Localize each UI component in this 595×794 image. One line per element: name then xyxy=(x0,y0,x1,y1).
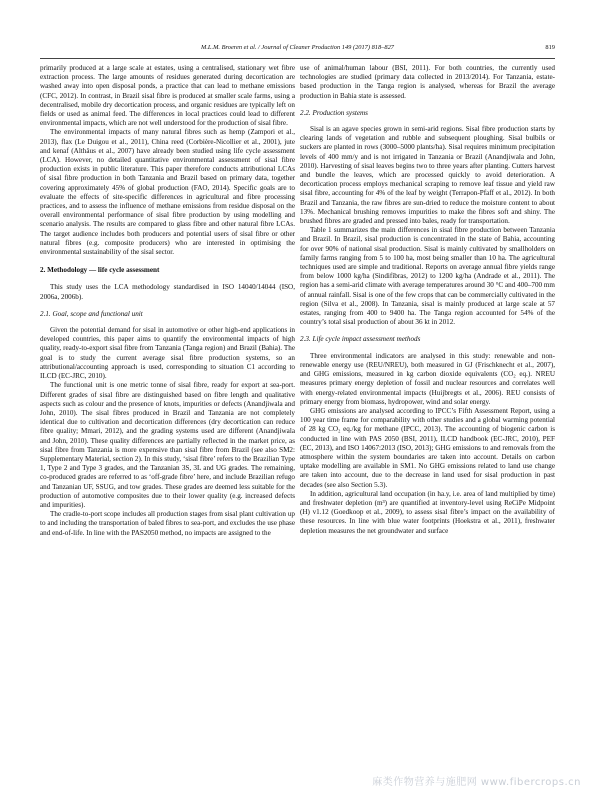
subsection-heading: 2.2. Production systems xyxy=(300,108,368,117)
paragraph: The environmental impacts of many natural fibres such as hemp (Zampori et al., 2013), flax (Le Duigou et al., 2011), China reed (Corbière-Nicollier et al., 2001), jute and kenaf (Althäus et al., 2007) have already been studied using life cycle assessment (LCA). However, no detailed quantitative environmental assessment of sisal fibre production exists in public literature. This paper therefore conducts attributional LCAs of sisal fibre production in both Tanzania and Brazil based on primary data, together covering approximately 45% of global production (FAO, 2014). Specific goals are to evaluate the effects of site-specific differences in agricultural and fibre processing practices, and to assess the influence of methane emissions from residue disposal on the overall environmental performance of sisal fibre production by using modelling and scenario analysis. The results are compared to glass fibre and other natural fibre LCAs. The target audience includes both producers and potential users of sisal fibre or other natural fibres (e.g. composite producers) who are interested in optimising the environmental sustainability of the sisal sector. xyxy=(40,128,295,257)
paragraph: primarily produced at a large scale at estates, using a centralised, stationary wet fibre extraction process. The large amounts of residues generated during decortication are washed away into open disposal ponds, a practice that can lead to methane emissions (CFC, 2012). In contrast, in Brazil sisal fibre is produced at smaller scale farms, using a decentralised, mobile dry decortication process, and organic residues are typically left on fields or used as animal feed. The differences in local practices could lead to different environmental impacts, which are not well understood for the production of sisal fibre. xyxy=(40,64,295,128)
section-heading: 2. Methodology — life cycle assessment xyxy=(40,266,160,275)
running-header xyxy=(40,44,555,56)
subsection-heading: 2.3. Life cycle impact assessment methods xyxy=(300,335,421,344)
paragraph: Given the potential demand for sisal in automotive or other high-end applications in developed countries, this paper aims to quantify the environmental impacts of high quality, ready-to-export sisal fibre from Tanzania (Tanga region) and Brazil (Bahia). The goal is to study the current average sisal fibre production systems, so an attributional/accounting approach is used, corresponding to situation C1 according to ILCD (EC-JRC, 2010). xyxy=(40,326,295,381)
right-column xyxy=(300,64,555,536)
subsection-heading: 2.1. Goal, scope and functional unit xyxy=(40,309,143,318)
site-watermark: 麻类作物营养与施肥网 www.fibercrops.cn xyxy=(372,777,581,788)
paragraph: In addition, agricultural land occupation (in ha.y, i.e. area of land multiplied by time) and freshwater depletion (m³) are quantified at inventory-level using ReCiPe Midpoint (H) v1.12 (Goedkoop et al., 2009), to assess sisal fibre’s impact on the availability of these resources. In line with blue water footprints (Hoekstra et al., 2011), freshwater depletion measures the net groundwater and surface xyxy=(300,489,555,535)
paragraph: use of animal/human labour (BSI, 2011). For both countries, the currently used technologies are studied (primary data collected in 2013/2014). For Tanzania, estate-based production in the Tanga region is analysed, whereas for Brazil the average production in Bahia state is assessed. xyxy=(300,64,555,100)
paragraph: This study uses the LCA methodology standardised in ISO 14040/14044 (ISO, 2006a, 2006b). xyxy=(40,283,295,301)
header-rule xyxy=(40,58,555,59)
journal-citation: M.L.M. Broeren et al. / Journal of Cleaner Production 149 (2017) 818–827 xyxy=(201,44,394,51)
paragraph: GHG emissions are analysed according to IPCC’s Fifth Assessment Report, using a 100 year time frame for comparability with other studies and a global warming potential of 28 kg CO₂ eq./kg for methane (IPCC, 2013). The accounting of biogenic carbon is conducted in line with PAS 2050 (BSI, 2011), ILCD handbook (EC-JRC, 2010), PEF (EC, 2013), and ISO 14067:2013 (ISO, 2013); GHG emissions to and removals from the atmosphere within the system boundaries are taken into account. Details on carbon uptake modelling are available in SM1. No GHG emissions related to land use change are taken into account, due to the decrease in land used for sisal production in past decades (see also Section 5.3). xyxy=(300,406,555,489)
page-number: 819 xyxy=(545,44,555,51)
paragraph: The functional unit is one metric tonne of sisal fibre, ready for export at sea-port. Different grades of sisal fibre are distinguished based on fibre length and qualitative aspects such as colour and the presence of knots, impurities or defects (Anandjiwala and John, 2010). The sisal fibres produced in Brazil and Tanzania are not completely identical due to cultivation and decortication differences (dry decortication can reduce fibre quality; Mmari, 2012), and the grading systems used are different (Anandjiwala and John, 2010). These quality differences are partially reflected in the market price, as sisal fibre from Tanzania is more expensive than sisal fibre from Brazil (see also SM2: Supplementary Material, section 2). In this study, ‘sisal fibre’ refers to the Brazilian Type 1, Type 2 and Type 3 grades, and the Tanzanian 3S, 3L and UG grades. The remaining, co-produced grades are referred to as ‘off-grade fibre’ here, and include Brazilian refugo and Tanzanian UF, SSUG, and tow grades. These grades are deemed less suitable for the production of automotive composites due to their lower quality (e.g. increased defects and impurities). xyxy=(40,381,295,509)
paragraph: Sisal is an agave species grown in semi-arid regions. Sisal fibre production starts by clearing lands of vegetation and rubble and subsequent ploughing. Sisal bulbils or suckers are planted in rows (3000–5000 plants/ha). Sisal requires minimum precipitation levels of 400 mm/y and is not irrigated in Tanzania or Brazil (Anandjiwala and John, 2010). Harvesting of sisal leaves begins two to three years after planting. Cutters harvest and bundle the leaves, which are processed quickly to avoid deterioration. A decortication process employs mechanical scraping to remove leaf tissue and yield raw sisal fibre, accounting for 4% of the leaf by weight (Terrapon-Pfaff et al., 2012). In both Brazil and Tanzania, the raw fibres are sun-dried to reduce the moisture content to about 13%. Mechanical brushing removes impurities to make the fibres soft and shiny. The brushed fibres are graded and pressed into bales, ready for transportation. xyxy=(300,125,555,226)
paragraph: Table 1 summarizes the main differences in sisal fibre production between Tanzania and Brazil. In Brazil, sisal production is concentrated in the state of Bahia, accounting for over 90% of national sisal production. Sisal is mainly cultivated by smallholders on family farms ranging from 5 to 100 ha, most being smaller than 10 ha. The agricultural techniques used are simple and traditional. Reports on average annual fibre yields range from below 1000 kg/ha (Sindifíbras, 2012) to 1200 kg/ha (Andrade et al., 2011). The region has a semi-arid climate with average temperatures around 30 °C and 400–700 mm of annual rainfall. Sisal is one of the few crops that can be commercially cultivated in the region (Silva et al., 2008). In Tanzania, sisal is mainly produced at large scale at 57 estates, ranging from 400 to 9400 ha. The Tanga region accounted for 54% of the country’s total sisal production of about 36 kt in 2012. xyxy=(300,226,555,327)
paragraph: The cradle-to-port scope includes all production stages from sisal plant cultivation up to and including the transportation of baled fibres to sea-port, and excludes the use phase and end-of-life. In line with the PAS2050 method, no impacts are assigned to the xyxy=(40,510,295,537)
paragraph: Three environmental indicators are analysed in this study: renewable and non-renewable energy use (REU/NREU), both measured in GJ (Frischknecht et al., 2007), and GHG emissions, measured in kg carbon dioxide equivalents (CO₂ eq.). NREU measures primary energy depletion of fossil and nuclear resources and correlates well with energy-related environmental impacts (Huijbregts et al., 2006). REU consists of primary energy from biomass, hydropower, wind and solar energy. xyxy=(300,351,555,406)
left-column xyxy=(40,64,295,538)
